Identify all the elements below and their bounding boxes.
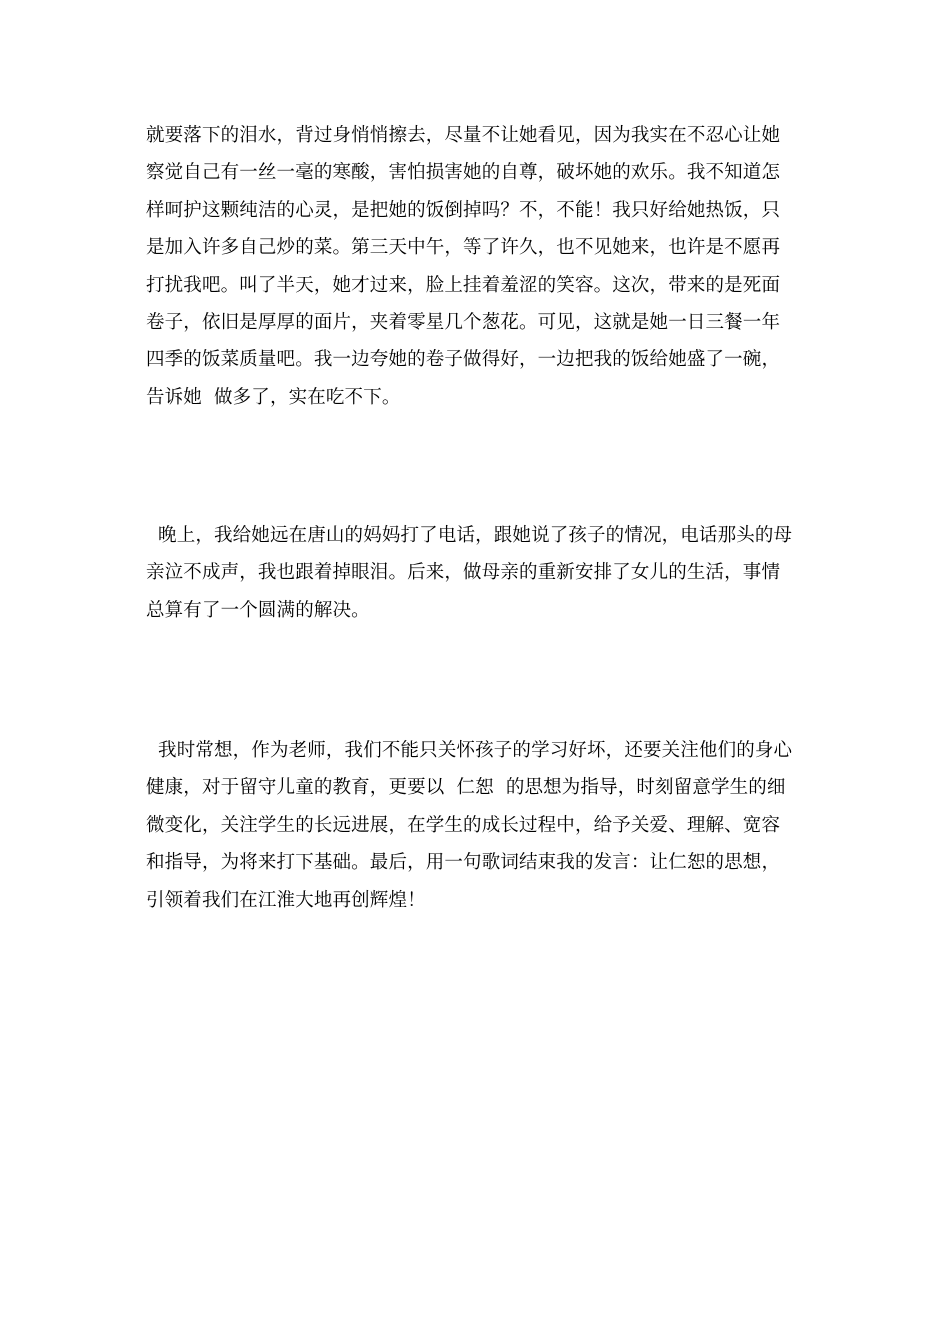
- paragraph-line: 样呵护这颗纯洁的心灵，是把她的饭倒掉吗？不，不能！我只好给她热饭，只: [146, 199, 781, 221]
- paragraph-3: [146, 732, 806, 919]
- paragraph-line: 我时常想，作为老师，我们不能只关怀孩子的学习好坏，还要关注他们的身心: [146, 740, 793, 761]
- paragraph-line: 察觉自己有一丝一毫的寒酸，害怕损害她的自尊，破坏她的欢乐。我不知道怎: [146, 162, 781, 184]
- paragraph-line: 四季的饭菜质量吧。我一边夸她的卷子做得好，一边把我的饭给她盛了一碗，: [146, 349, 781, 371]
- paragraph-line: 亲泣不成声，我也跟着掉眼泪。后来，做母亲的重新安排了女儿的生活，事情: [146, 562, 781, 584]
- paragraph-line: 就要落下的泪水，背过身悄悄擦去，尽量不让她看见，因为我实在不忍心让她: [146, 125, 781, 146]
- paragraph-line: 和指导，为将来打下基础。最后，用一句歌词结束我的发言：让仁恕的思想，: [146, 852, 781, 874]
- paragraph-line: 是加入许多自己炒的菜。第三天中午，等了许久，也不见她来，也许是不愿再: [146, 237, 781, 259]
- paragraph-line: 晚上，我给她远在唐山的妈妈打了电话，跟她说了孩子的情况，电话那头的母: [146, 525, 793, 546]
- paragraph-line: 总算有了一个圆满的解决。: [146, 599, 370, 621]
- paragraph-line: 打扰我吧。叫了半天，她才过来，脸上挂着羞涩的笑容。这次，带来的是死面: [146, 274, 781, 296]
- paragraph-line: 微变化，关注学生的长远进展，在学生的成长过程中，给予关爱、理解、宽容: [146, 814, 781, 836]
- paragraph-line: 卷子，依旧是厚厚的面片，夹着零星几个葱花。可见，这就是她一日三餐一年: [146, 311, 781, 333]
- paragraph-line: 告诉她 做多了，实在吃不下。: [146, 386, 401, 408]
- paragraph-line: 引领着我们在江淮大地再创辉煌！: [146, 889, 426, 911]
- paragraph-2: [146, 517, 806, 629]
- paragraph-1: [146, 117, 806, 416]
- paragraph-line: 健康，对于留守儿童的教育，更要以 仁恕 的思想为指导，时刻留意学生的细: [146, 777, 786, 799]
